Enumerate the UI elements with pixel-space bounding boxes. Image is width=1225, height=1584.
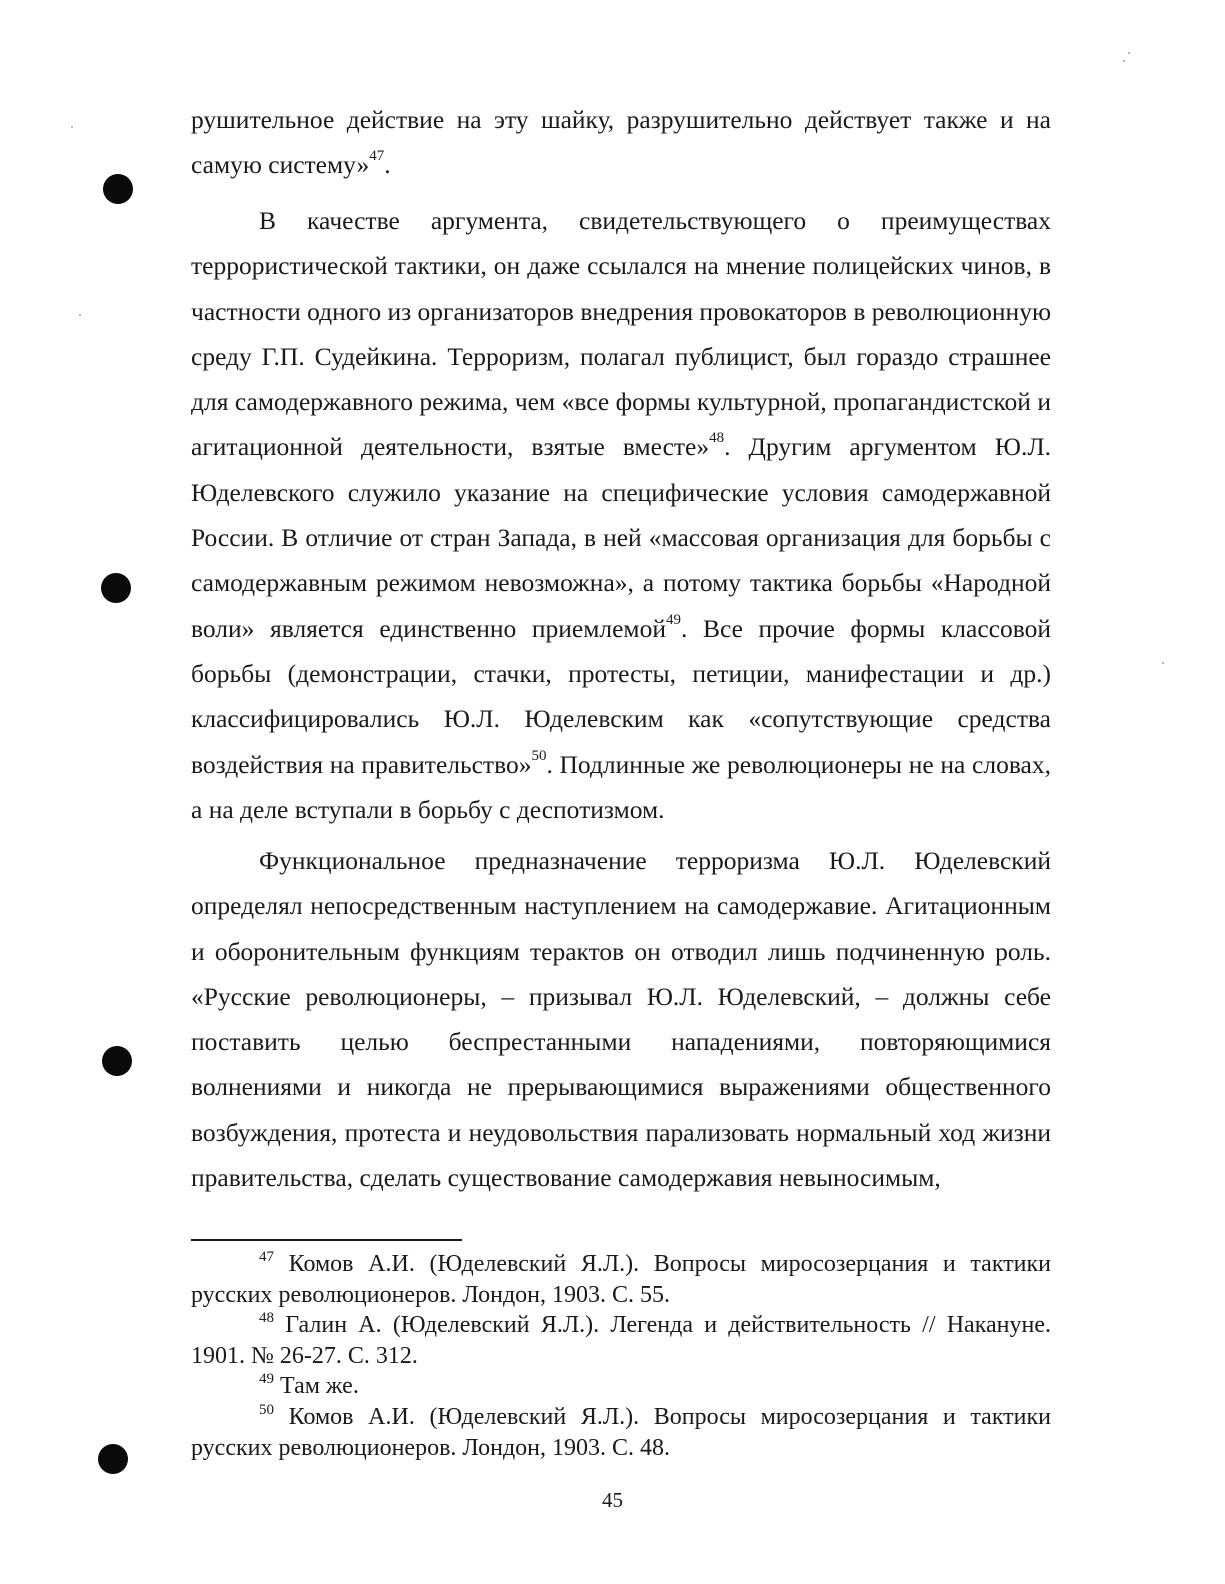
paragraph-segment: . Подлинные же революционеры не на словах, а на деле вступали в борьбу с деспотизмом. bbox=[191, 749, 1051, 824]
footnote-number: 48 bbox=[259, 1310, 274, 1327]
footnote-separator bbox=[191, 1239, 462, 1241]
paragraph-text bbox=[191, 838, 1051, 1200]
paragraph-segment: . bbox=[384, 150, 391, 180]
paragraph-segment: рушительное действие на эту шайку, разрушительно действует также и на самую систему» bbox=[191, 105, 1051, 180]
footnote-text: Там же. bbox=[274, 1373, 359, 1400]
page-number: 45 bbox=[602, 1488, 623, 1512]
scan-speck bbox=[71, 126, 73, 128]
footnote-text: Комов А.И. (Юделевский Я.Л.). Вопросы миросозерцания и тактики русских революционеров. Лондон, 1903. С. 55. bbox=[191, 1251, 1051, 1308]
paragraph-segment: Функциональное предназначение терроризма Ю.Л. Юделевский определял непосредственным наступлением на самодержавие. Агитационным и оборонительным функциям терактов он отводил лишь подчиненную роль. «Русские революционеры, – призывал Ю.Л. Юделевский, – должны себе поставить целью беспрестанными нападениями, повторяющимися волнениями и никогда не прерывающимися выражениями общественного возбуждения, протеста и неудовольствия парализовать нормальный ход жизни правительства, сделать существование самодержавия невыносимым, bbox=[191, 846, 1051, 1193]
footnote-reference: 49 bbox=[665, 611, 681, 628]
footnote-text: Комов А.И. (Юделевский Я.Л.). Вопросы миросозерцания и тактики русских революционеров. Лондон, 1903. С. 48. bbox=[191, 1403, 1051, 1461]
paragraph-segment: . Другим аргументом Ю.Л. Юделевского служило указание на специфические условия самодержавной России. В отличие от стран Запада, в ней «массовая организация для борьбы с самодержавным режимом невозможна», а потому тактика борьбы «Народной воли» является единственно приемлемой bbox=[191, 432, 1051, 643]
paragraph-text bbox=[191, 97, 1051, 188]
footnotes-block bbox=[191, 1249, 1051, 1463]
body-paragraph bbox=[191, 97, 1051, 188]
scan-speck bbox=[1128, 52, 1130, 54]
footnote bbox=[191, 1402, 1051, 1463]
footnote-number: 49 bbox=[259, 1371, 274, 1388]
footnote-reference: 47 bbox=[369, 148, 385, 165]
punch-hole-mark bbox=[103, 174, 133, 204]
scan-speck bbox=[1162, 662, 1164, 664]
footnote bbox=[191, 1310, 1051, 1371]
footnote bbox=[191, 1249, 1051, 1310]
body-paragraph bbox=[191, 838, 1051, 1200]
paragraph-text bbox=[191, 198, 1051, 832]
punch-hole-mark bbox=[102, 1046, 132, 1076]
scan-speck bbox=[79, 314, 81, 316]
footnote-reference: 50 bbox=[531, 747, 547, 764]
footnote-number: 47 bbox=[259, 1249, 274, 1265]
paragraph-segment: . Все прочие формы классовой борьбы (демонстрации, стачки, протесты, петиции, манифестации и др.) классифицировались Ю.Л. Юделевским как «сопутствующие средства воздействия на правительство» bbox=[191, 613, 1051, 779]
footnote-reference: 48 bbox=[709, 430, 725, 447]
footnote bbox=[191, 1371, 1051, 1402]
footnote-number: 50 bbox=[259, 1401, 274, 1418]
punch-hole-mark bbox=[101, 573, 131, 603]
punch-hole-mark bbox=[98, 1444, 128, 1474]
paragraph-segment: В качестве аргумента, свидетельствующего о преимуществах террористической тактики, он даже ссылался на мнение полицейских чинов, в частности одного из организаторов внедрения провокаторов в революционную среду Г.П. Судейкина. Терроризм, полагал публицист, был гораздо страшнее для самодержавного режима, чем «все формы культурной, пропагандистской и агитационной деятельности, взятые вместе» bbox=[191, 206, 1052, 462]
footnote-text: Галин А. (Юделевский Я.Л.). Легенда и действительность // Накануне. 1901. № 26-27. С. 312. bbox=[191, 1312, 1051, 1369]
body-paragraph bbox=[191, 198, 1051, 832]
scan-speck bbox=[1123, 60, 1125, 62]
